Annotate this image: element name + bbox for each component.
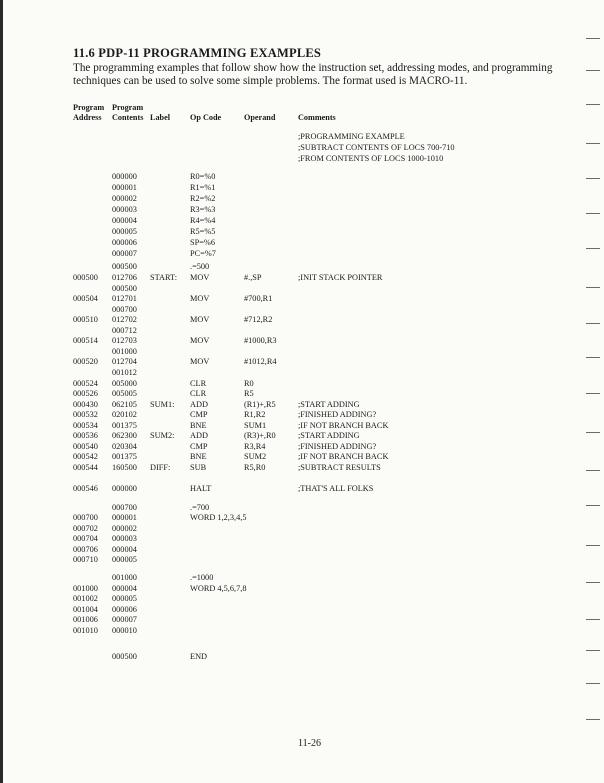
margin-tick <box>586 248 600 249</box>
cell-contents: 001000 <box>112 573 137 582</box>
cell-comment: ;INIT STACK POINTER <box>298 273 383 282</box>
cell-comment: ;IF NOT BRANCH BACK <box>298 421 389 430</box>
cell-contents: 160500 <box>112 463 137 472</box>
listing-row <box>0 534 604 545</box>
header-opcode: Op Code <box>190 113 222 122</box>
header-comments: Comments <box>298 113 336 122</box>
cell-address: 000536 <box>73 431 98 440</box>
cell-contents: 012702 <box>112 315 137 324</box>
cell-contents: 062300 <box>112 431 137 440</box>
cell-contents: 020304 <box>112 442 137 451</box>
margin-tick <box>586 70 600 71</box>
margin-tick <box>586 505 600 506</box>
cell-label: SUM1: <box>150 400 175 409</box>
cell-address: 000700 <box>73 513 98 522</box>
cell-address: 000534 <box>73 421 98 430</box>
cell-contents: 000003 <box>112 534 137 543</box>
cell-opcode: .=700 <box>190 503 210 512</box>
cell-opcode: R2=%2 <box>190 194 216 203</box>
cell-contents: 000004 <box>112 584 137 593</box>
cell-comment: ;THAT'S ALL FOLKS <box>298 484 374 493</box>
cell-address: 000504 <box>73 294 98 303</box>
cell-address: 000500 <box>73 273 98 282</box>
cell-contents: 000005 <box>112 594 137 603</box>
cell-address: 000546 <box>73 484 98 493</box>
cell-opcode: CLR <box>190 379 207 388</box>
cell-contents: 001000 <box>112 347 137 356</box>
listing-row <box>0 652 604 663</box>
cell-opcode: ADD <box>190 400 208 409</box>
cell-operand: #712,R2 <box>244 315 273 324</box>
listing-row <box>0 357 604 368</box>
margin-tick <box>586 545 600 546</box>
margin-tick <box>586 582 600 583</box>
listing-row <box>0 410 604 421</box>
cell-address: 001004 <box>73 605 98 614</box>
cell-contents: 000000 <box>112 484 137 493</box>
cell-contents: 000004 <box>112 545 137 554</box>
listing-row <box>0 249 604 260</box>
cell-address: 001000 <box>73 584 98 593</box>
cell-address: 000514 <box>73 336 98 345</box>
cell-comment: ;SUBTRACT RESULTS <box>298 463 381 472</box>
margin-tick <box>586 287 600 288</box>
listing-row <box>0 626 604 637</box>
cell-contents: 012704 <box>112 357 137 366</box>
cell-opcode: R5=%5 <box>190 227 216 236</box>
cell-contents: 005000 <box>112 379 137 388</box>
cell-contents: 000006 <box>112 238 137 247</box>
cell-operand: R0 <box>244 379 254 388</box>
cell-operand: #1000,R3 <box>244 336 277 345</box>
cell-comment: ;FROM CONTENTS OF LOCS 1000-1010 <box>298 154 444 163</box>
margin-tick <box>586 432 600 433</box>
cell-opcode: R3=%3 <box>190 205 216 214</box>
cell-opcode: SUB <box>190 463 207 472</box>
header-label: Label <box>150 113 171 122</box>
margin-tick <box>586 104 600 105</box>
cell-contents: 020102 <box>112 410 137 419</box>
listing-row <box>0 452 604 463</box>
cell-operand: (R3)+,R0 <box>244 431 276 440</box>
cell-address: 000706 <box>73 545 98 554</box>
cell-address: 000544 <box>73 463 98 472</box>
cell-operand: #1012,R4 <box>244 357 277 366</box>
cell-contents: 001375 <box>112 421 137 430</box>
cell-contents: 000007 <box>112 249 137 258</box>
cell-opcode: MOV <box>190 357 210 366</box>
header-program-address: Program Address <box>73 103 105 122</box>
cell-contents: 000000 <box>112 172 137 181</box>
intro-paragraph: The programming examples that follow show how the instruction set, addressing modes, and programming techniques can be used to solve some simple problems. The format used is MACRO-11. <box>73 62 553 87</box>
cell-address: 000532 <box>73 410 98 419</box>
cell-opcode: ADD <box>190 431 208 440</box>
cell-opcode: R0=%0 <box>190 172 216 181</box>
cell-comment: ;PROGRAMMING EXAMPLE <box>298 132 405 141</box>
cell-address: 001006 <box>73 615 98 624</box>
listing-row <box>0 555 604 566</box>
cell-opcode: END <box>190 652 208 661</box>
listing-row <box>0 262 604 273</box>
cell-address: 001010 <box>73 626 98 635</box>
cell-opcode: SP=%6 <box>190 238 215 247</box>
cell-opcode: MOV <box>190 336 210 345</box>
cell-contents: 000001 <box>112 513 137 522</box>
listing-row <box>0 216 604 227</box>
cell-opcode: CMP <box>190 410 208 419</box>
cell-contents: 000003 <box>112 205 137 214</box>
cell-contents: 062105 <box>112 400 137 409</box>
cell-contents: 000700 <box>112 503 137 512</box>
cell-opcode: R1=%1 <box>190 183 216 192</box>
cell-contents: 012706 <box>112 273 137 282</box>
cell-contents: 000006 <box>112 605 137 614</box>
cell-contents: 000004 <box>112 216 137 225</box>
listing-row <box>0 132 604 143</box>
cell-operand: R5,R0 <box>244 463 266 472</box>
cell-opcode: CLR <box>190 389 207 398</box>
listing-row <box>0 368 604 379</box>
listing-row <box>0 431 604 442</box>
cell-address: 000704 <box>73 534 98 543</box>
cell-label: SUM2: <box>150 431 175 440</box>
margin-tick <box>586 357 600 358</box>
page-number: 11-26 <box>298 738 321 749</box>
cell-address: 000524 <box>73 379 98 388</box>
cell-address: 000702 <box>73 524 98 533</box>
cell-comment: ;START ADDING <box>298 431 360 440</box>
margin-tick <box>586 143 600 144</box>
cell-opcode: .=1000 <box>190 573 214 582</box>
cell-address: 000520 <box>73 357 98 366</box>
cell-opcode: PC=%7 <box>190 249 216 258</box>
cell-address: 000430 <box>73 400 98 409</box>
cell-opcode: CMP <box>190 442 208 451</box>
listing-row <box>0 484 604 495</box>
cell-contents: 001012 <box>112 368 137 377</box>
cell-comment: ;IF NOT BRANCH BACK <box>298 452 389 461</box>
cell-operand: SUM2 <box>244 452 267 461</box>
listing-row <box>0 315 604 326</box>
cell-comment: ;FINISHED ADDING? <box>298 442 377 451</box>
cell-contents: 000712 <box>112 326 137 335</box>
cell-opcode: WORD 4,5,6,7,8 <box>190 584 247 593</box>
cell-opcode: BNE <box>190 421 207 430</box>
cell-address: 000710 <box>73 555 98 564</box>
listing-row <box>0 463 604 474</box>
cell-comment: ;START ADDING <box>298 400 360 409</box>
listing-row <box>0 194 604 205</box>
listing-row <box>0 227 604 238</box>
cell-operand: #.,SP <box>244 273 262 282</box>
listing-row <box>0 273 604 284</box>
listing-row <box>0 238 604 249</box>
cell-operand: (R1)+,R5 <box>244 400 276 409</box>
listing-row <box>0 336 604 347</box>
margin-tick <box>586 38 600 39</box>
cell-opcode: .=500 <box>190 262 210 271</box>
margin-tick <box>586 213 600 214</box>
cell-address: 000540 <box>73 442 98 451</box>
cell-label: DIFF: <box>150 463 171 472</box>
cell-contents: 000500 <box>112 284 137 293</box>
cell-label: START: <box>150 273 178 282</box>
cell-comment: ;FINISHED ADDING? <box>298 410 377 419</box>
margin-tick <box>586 619 600 620</box>
section-heading: 11.6 PDP-11 PROGRAMMING EXAMPLES <box>73 46 322 60</box>
cell-contents: 012701 <box>112 294 137 303</box>
header-operand: Operand <box>244 113 276 122</box>
cell-opcode: MOV <box>190 294 210 303</box>
cell-contents: 000002 <box>112 194 137 203</box>
cell-contents: 001375 <box>112 452 137 461</box>
cell-operand: #700,R1 <box>244 294 273 303</box>
cell-opcode: MOV <box>190 315 210 324</box>
listing-row <box>0 183 604 194</box>
cell-opcode: WORD 1,2,3,4,5 <box>190 513 247 522</box>
cell-contents: 000500 <box>112 262 137 271</box>
cell-opcode: BNE <box>190 452 207 461</box>
cell-operand: R3,R4 <box>244 442 266 451</box>
cell-operand: R5 <box>244 389 254 398</box>
cell-contents: 000500 <box>112 652 137 661</box>
cell-opcode: HALT <box>190 484 212 493</box>
margin-tick <box>586 683 600 684</box>
cell-address: 001002 <box>73 594 98 603</box>
listing-row <box>0 594 604 605</box>
margin-tick <box>586 650 600 651</box>
cell-comment: ;SUBTRACT CONTENTS OF LOCS 700-710 <box>298 143 455 152</box>
cell-address: 000510 <box>73 315 98 324</box>
listing-row <box>0 573 604 584</box>
header-program-contents: Program Contents <box>112 103 144 122</box>
cell-contents: 000010 <box>112 626 137 635</box>
cell-address: 000542 <box>73 452 98 461</box>
margin-tick <box>586 719 600 720</box>
listing-row <box>0 513 604 524</box>
cell-contents: 000005 <box>112 227 137 236</box>
listing-row <box>0 294 604 305</box>
listing-row <box>0 154 604 165</box>
margin-tick <box>586 393 600 394</box>
margin-tick <box>586 323 600 324</box>
listing-row <box>0 615 604 626</box>
cell-contents: 000005 <box>112 555 137 564</box>
cell-contents: 012703 <box>112 336 137 345</box>
listing-row <box>0 143 604 154</box>
cell-opcode: MOV <box>190 273 210 282</box>
cell-contents: 000007 <box>112 615 137 624</box>
margin-tick <box>586 470 600 471</box>
cell-opcode: R4=%4 <box>190 216 216 225</box>
cell-contents: 000001 <box>112 183 137 192</box>
cell-operand: R1,R2 <box>244 410 266 419</box>
listing-row <box>0 172 604 183</box>
cell-contents: 000002 <box>112 524 137 533</box>
cell-address: 000526 <box>73 389 98 398</box>
listing-row <box>0 389 604 400</box>
cell-contents: 005005 <box>112 389 137 398</box>
cell-contents: 000700 <box>112 305 137 314</box>
listing-row <box>0 205 604 216</box>
margin-tick <box>586 178 600 179</box>
cell-operand: SUM1 <box>244 421 267 430</box>
